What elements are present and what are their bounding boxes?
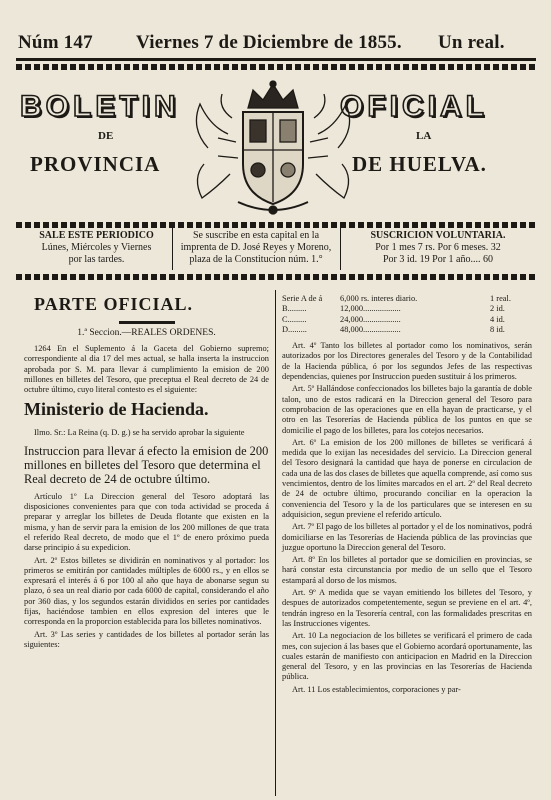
issue-price: Un real. (438, 32, 505, 53)
info-divider-2 (340, 228, 341, 270)
title-la: LA (416, 130, 432, 142)
publication-schedule (24, 230, 169, 266)
subscription-location (176, 230, 336, 266)
schedule-heading: SALE ESTE PERIODICO (39, 230, 154, 241)
royal-coat-of-arms-icon (188, 78, 358, 216)
info-bottom-rule (16, 274, 536, 280)
ministry-heading: Ministerio de Hacienda. (24, 399, 209, 420)
series-row: Serie A de á 6,000 rs. interes diario. 1 real. (282, 294, 511, 303)
article-7: Art. 7º El pago de los billetes al portador y el de los nominativos, podrá domiciliarse en las Tesorerías de Hacienda pública de las provincias que juzgue oportuno la Direccion general del Tesoro. (282, 522, 532, 552)
article-3: Art. 3º Las series y cantidades de los billetes al portador serán las siguientes: (24, 629, 269, 649)
articles-right (282, 341, 532, 695)
series-table (282, 294, 532, 335)
info-top-rule (16, 222, 536, 228)
subscription-line-1: Se suscribe en esta capital en la (192, 230, 320, 241)
intro-paragraph: 1264 En el Suplemento á la Gaceta del Gobierno supremo; correspondiente al dia 17 del mes actual, se halla inserta la instruccion aprobada por S. M. para llevar á cumplimiento la emision de 200 millones en billetes del Tesoro, que preceptua el Real decreto de 24 de octubre último, cuyo literal contesto es el siguiente: (24, 344, 269, 395)
subscription-line-3: plaza de la Constitucion núm. 1.° (189, 254, 323, 265)
price-line-2: Por 3 id. 19 Por 1 año.... 60 (383, 254, 493, 265)
schedule-time: por las tardes. (68, 254, 125, 265)
heading-ornament (119, 321, 175, 324)
info-divider-1 (172, 228, 173, 270)
masthead-ornament-rule (16, 64, 536, 70)
column-separator (275, 290, 276, 796)
intro-text (24, 344, 269, 395)
series-row: D......... 48,000.................. 8 id. (282, 324, 505, 334)
masthead-rule (16, 58, 536, 61)
subscription-prices (344, 230, 532, 266)
article-5: Art. 5º Hallándose confeccionados los billetes bajo la garantía de doble talon, uno de estos radicará en la Direccion general del Tesoro para comprobacion de las operaciones que en ella hayan de practicarse, y el otro en las Tesorerías de Hacienda pública de los puntos en que se domicilie el pago de los billetes, para los cotejos necesarios. (282, 384, 532, 435)
title-de: DE (98, 130, 114, 142)
issue-number: Núm 147 (18, 32, 93, 53)
title-oficial: OFICIAL (340, 90, 488, 123)
subscription-line-2: imprenta de D. José Reyes y Moreno, (180, 242, 332, 253)
article-6: Art. 6º La emision de los 200 millones de billetes se verificará á medida que lo exijan las necesidades del servicio. La Direccion general del Tesoro designará la cantidad que haya de ponerse en circulacion de cada una de las dos clases de billetes que aquella comprende, así como sus vencimientos, dentro de los límites marcados en el art. 2º del Real decreto de 24 de octubre último, procurando conciliar en la operacion la conveniencia del Tesoro y la de los particulares que se interesen en su adquisicion, segun previene el referido artículo. (282, 437, 532, 519)
article-1: Artículo 1º La Direccion general del Tesoro adoptará las disposiciones convenientes para que con toda actividad se proceda á preparar y arreglar los billetes de Deuda flotante que existen en la misma, y han de servir para la emision de los 200 millones de que trata el referido Real decreto, de modo que el 1º de enero próximo pueda darse principio á su expedicion. (24, 491, 269, 553)
parte-oficial-heading: PARTE OFICIAL. (34, 294, 194, 314)
issue-date: Viernes 7 de Diciembre de 1855. (136, 32, 402, 53)
instruction-title: Instruccion para llevar á efecto la emision de 200 millones en billetes del Tesoro que determina el Real decreto de 24 de octubre último. (24, 443, 269, 486)
article-4: Art. 4º Tanto los billetes al portador como los nominativos, serán autorizados por los Directores generales del Tesoro y de la Contabilidad de la Hacienda pública, ó por los segundos Jefes de las respectivas dependencias, quienes por Instruccion pueden sustituir á los primeros. (282, 341, 532, 382)
series-row: B......... 12,000.................. 2 id. (282, 304, 505, 314)
salutation-text (24, 428, 269, 438)
left-column (24, 294, 269, 652)
article-9: Art. 9º A medida que se vayan emitiendo los billetes del Tesoro, y despues de autorizados competentemente, segun se previene en el art. 4º, tendrán ingreso en la Tesorería central, con las formalidades prescritas en las Instrucciones vigentes. (282, 588, 532, 628)
article-10: Art. 10 La negociacion de los billetes se verificará el primero de cada mes, con sujecion á las bases que el Gobierno acordará oportunamente, las cuales estarán de manifiesto con anticipacion en Madrid en la Direccion general del Tesoro, y en las provincias en las Tesorerías de Hacienda pública. (282, 631, 532, 682)
article-11: Art. 11 Los establecimientos, corporaciones y par- (292, 684, 461, 694)
article-8: Art. 8º En los billetes al portador que se domicilien en provincias, se hará constar esta circunstancia por medio de un sello que el Tesoro estampará al dorso de los mismos. (282, 555, 532, 585)
right-column (282, 294, 532, 697)
price-line-1: Por 1 mes 7 rs. Por 6 meses. 32 (375, 242, 501, 253)
title-de-huelva: DE HUELVA. (352, 152, 487, 176)
salutation-paragraph: Ilmo. Sr.: La Reina (q. D. g.) se ha servido aprobar la siguiente (34, 428, 245, 438)
schedule-days: Lúnes, Miércoles y Viernes (41, 242, 152, 253)
articles-left (24, 492, 269, 650)
title-boletin: BOLETIN (20, 90, 180, 123)
article-2: Art. 2º Estos billetes se dividirán en nominativos y al portador: los primeros se emitirán por cantidades múltiples de 6000 rs., y en ellos se expresará el interés á 6 por 100 al año que haya de abonarse segun su plazo, ó sea un real diario por cada 6000 de capital, considerando el año por 360 dias, y los segundos estarán divididos en series por cantidades fijas, haciéndose tambien en ellos expresion del interes que le corresponda en la proporcion establecida para los billetes nominativos. (24, 555, 269, 627)
series-row: C......... 24,000.................. 4 id. (282, 314, 505, 324)
section-heading: 1.ª Seccion.—REALES ORDENES. (77, 328, 216, 338)
subscription-title: SUSCRICION VOLUNTARIA. (370, 230, 506, 241)
title-provincia: PROVINCIA (30, 152, 161, 176)
